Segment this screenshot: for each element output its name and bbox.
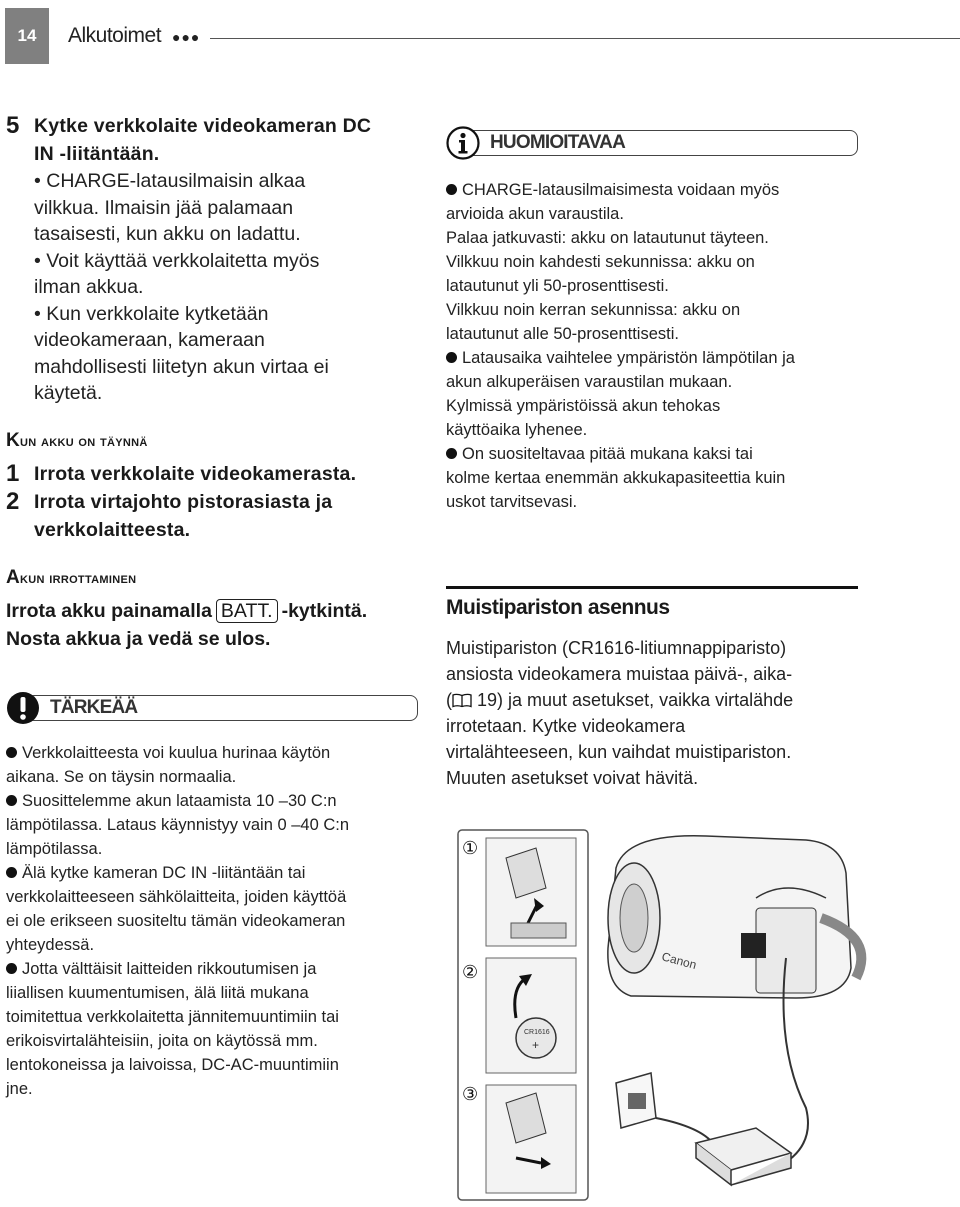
note-paragraph bbox=[446, 442, 858, 514]
important-label: TÄRKEÄÄ bbox=[50, 696, 138, 718]
item-line: Suosittelemme akun lataamista 10 –30 C:n bbox=[22, 791, 337, 810]
step-number: 2 bbox=[6, 487, 20, 515]
bullet-line: ilman akkua. bbox=[34, 276, 144, 298]
bullet-line: käytetä. bbox=[34, 382, 103, 404]
batt-switch-label: BATT. bbox=[216, 599, 278, 623]
body-line: virtalähteeseen, kun vaihdat muistipariston. bbox=[446, 742, 792, 762]
memory-battery-title: Muistipariston asennus bbox=[446, 586, 858, 623]
exclamation-icon bbox=[6, 691, 40, 725]
note-line: latautunut alle 50-prosenttisesti. bbox=[446, 325, 679, 343]
step-number: 5 bbox=[6, 112, 20, 139]
body-line: 19) ja muut asetukset, vaikka virtalähde bbox=[472, 690, 794, 710]
page-number: 14 bbox=[5, 8, 49, 64]
step-2 bbox=[6, 488, 418, 544]
bullet-line: • Voit käyttää verkkolaitetta myös bbox=[34, 249, 320, 272]
notes-label: HUOMIOITAVAA bbox=[490, 132, 625, 153]
item-line: Jotta välttäisit laitteiden rikkoutumisen ja bbox=[22, 959, 317, 978]
bullet-dot bbox=[446, 448, 457, 459]
item-line: yhteydessä. bbox=[6, 935, 95, 954]
info-icon bbox=[446, 126, 480, 160]
step-marker: ① bbox=[462, 838, 479, 859]
step-3-panel bbox=[486, 1085, 576, 1193]
body-line: irrotetaan. Kytke videokamera bbox=[446, 716, 686, 736]
important-header bbox=[6, 691, 418, 725]
brand-label: Canon bbox=[660, 949, 699, 973]
body-line: ansiosta videokamera muistaa päivä-, aika- bbox=[446, 664, 793, 684]
item-line: Älä kytke kameran DC IN -liitäntään tai bbox=[22, 863, 306, 882]
subheading-initial: A bbox=[6, 566, 21, 588]
note-line: On suositeltavaa pitää mukana kaksi tai bbox=[462, 445, 753, 463]
section-title: Alkutoimet bbox=[68, 24, 162, 47]
note-paragraph bbox=[446, 178, 858, 226]
ac-adapter bbox=[696, 1128, 791, 1185]
note-line: Vilkkuu noin kahdesti sekunnissa: akku on bbox=[446, 253, 755, 271]
camcorder-drawing bbox=[608, 836, 861, 998]
memory-battery-illustration bbox=[456, 828, 956, 1203]
note-line: akun alkuperäisen varaustilan mukaan. bbox=[446, 373, 733, 391]
notes-list bbox=[446, 178, 858, 514]
right-column bbox=[446, 126, 858, 791]
bullet-dot bbox=[446, 352, 457, 363]
note-line: käyttöaika lyhenee. bbox=[446, 421, 588, 439]
header-dots: ●●● bbox=[172, 29, 201, 45]
step-line: Irrota virtajohto pistorasiasta ja bbox=[34, 490, 333, 513]
step-1 bbox=[6, 460, 418, 488]
bullet-line: mahdollisesti liitetyn akun virtaa ei bbox=[34, 355, 329, 378]
item-line: aikana. Se on täysin normaalia. bbox=[6, 767, 237, 786]
item-line: verkkolaitteeseen sähkölaitteita, joiden käyttöä bbox=[6, 887, 347, 906]
item-line: lämpötilassa. Lataus käynnistyy vain 0 –40 C:n bbox=[6, 815, 350, 834]
important-item bbox=[6, 861, 418, 957]
note-line: uskot tarvitsevasi. bbox=[446, 493, 578, 511]
step-2-panel bbox=[486, 958, 576, 1073]
item-line: erikoisvirtalähteisiin, joita on käytössä mm. bbox=[6, 1031, 318, 1050]
item-line: Verkkolaitteesta voi kuulua hurinaa käytön bbox=[22, 743, 331, 762]
step-number: 1 bbox=[6, 459, 20, 487]
note-line: Vilkkuu noin kerran sekunnissa: akku on bbox=[446, 301, 741, 319]
important-item bbox=[6, 957, 418, 1101]
subheading-when-charged bbox=[6, 431, 418, 452]
bullet-dot bbox=[6, 795, 17, 806]
bullet-line: • Kun verkkolaite kytketään bbox=[34, 302, 269, 325]
bullet-line: vilkkua. Ilmaisin jää palamaan bbox=[34, 196, 294, 219]
item-line: toimitettua verkkolaitetta jännitemuuntimiin tai bbox=[6, 1007, 339, 1026]
note-line: latautunut yli 50-prosenttisesti. bbox=[446, 277, 669, 295]
subheading-rest: kun irrottaminen bbox=[20, 569, 137, 587]
note-line: Latausaika vaihtelee ympäristön lämpötilan ja bbox=[462, 349, 795, 367]
bullet-dot bbox=[6, 963, 17, 974]
memory-battery-body bbox=[446, 635, 858, 791]
note-paragraph bbox=[446, 226, 858, 250]
note-line: Kylmissä ympäristöissä akun tehokas bbox=[446, 397, 721, 415]
step-5-bullets bbox=[34, 168, 418, 407]
bullet-dot bbox=[446, 184, 457, 195]
note-paragraph bbox=[446, 346, 858, 394]
left-column bbox=[6, 112, 418, 1101]
battery-door bbox=[741, 933, 766, 958]
step-text bbox=[34, 488, 332, 544]
remove-instruction bbox=[6, 597, 418, 653]
header-rule bbox=[210, 38, 960, 39]
step-marker: ② bbox=[462, 962, 479, 983]
subheading-rest: un akku on täynnä bbox=[20, 432, 148, 450]
important-item bbox=[6, 741, 418, 789]
step-text: Irrota verkkolaite videokamerasta. bbox=[34, 462, 357, 485]
bullet-dot bbox=[6, 867, 17, 878]
step-line: verkkolaitteesta. bbox=[34, 518, 191, 541]
item-line: lämpötilassa. bbox=[6, 839, 103, 858]
instruction-text: -kytkintä. bbox=[281, 599, 368, 622]
body-line: Muistipariston (CR1616-litiumnappiparisto) bbox=[446, 638, 787, 658]
step-marker: ③ bbox=[462, 1084, 479, 1105]
note-paragraph bbox=[446, 394, 858, 442]
note-paragraph bbox=[446, 250, 858, 298]
bullet-line: • CHARGE-latausilmaisin alkaa bbox=[34, 170, 306, 192]
step-text bbox=[34, 112, 371, 168]
notes-header bbox=[446, 126, 858, 160]
item-line: liiallisen kuumentumisen, älä liitä mukana bbox=[6, 983, 309, 1002]
note-line: Palaa jatkuvasti: akku on latautunut täyteen. bbox=[446, 229, 769, 247]
wall-outlet bbox=[616, 1073, 656, 1128]
step-1-panel bbox=[486, 838, 576, 946]
item-line: jne. bbox=[6, 1079, 33, 1098]
step-line: IN -liitäntään. bbox=[34, 143, 160, 165]
bullet-dot bbox=[6, 747, 17, 758]
body-line-prefix: ( bbox=[446, 690, 452, 710]
note-line: arvioida akun varaustila. bbox=[446, 205, 624, 223]
important-item bbox=[6, 789, 418, 861]
step-line: Kytke verkkolaite videokameran DC bbox=[34, 115, 372, 137]
important-list bbox=[6, 741, 418, 1101]
body-line: Muuten asetukset voivat hävitä. bbox=[446, 768, 699, 788]
coin-cell-sign: + bbox=[532, 1038, 540, 1052]
subheading-initial: K bbox=[6, 429, 21, 451]
coin-cell-label: CR1616 bbox=[524, 1029, 550, 1036]
step-5 bbox=[6, 112, 418, 168]
note-paragraph bbox=[446, 298, 858, 346]
instruction-text: Irrota akku painamalla bbox=[6, 599, 212, 622]
bullet-line: tasaisesti, kun akku on ladattu. bbox=[34, 223, 301, 245]
instruction-text: Nosta akkua ja vedä se ulos. bbox=[6, 627, 271, 650]
item-line: lentokoneissa ja laivoissa, DC-AC-muuntimiin bbox=[6, 1055, 339, 1074]
note-line: CHARGE-latausilmaisimesta voidaan myös bbox=[462, 181, 780, 199]
subheading-removing-battery bbox=[6, 568, 418, 589]
item-line: ei ole erikseen suositeltu tämän videokameran bbox=[6, 911, 346, 930]
note-line: kolme kertaa enemmän akkukapasiteettia kuin bbox=[446, 469, 786, 487]
book-reference-icon bbox=[452, 693, 472, 708]
bullet-line: videokameraan, kameraan bbox=[34, 329, 265, 351]
